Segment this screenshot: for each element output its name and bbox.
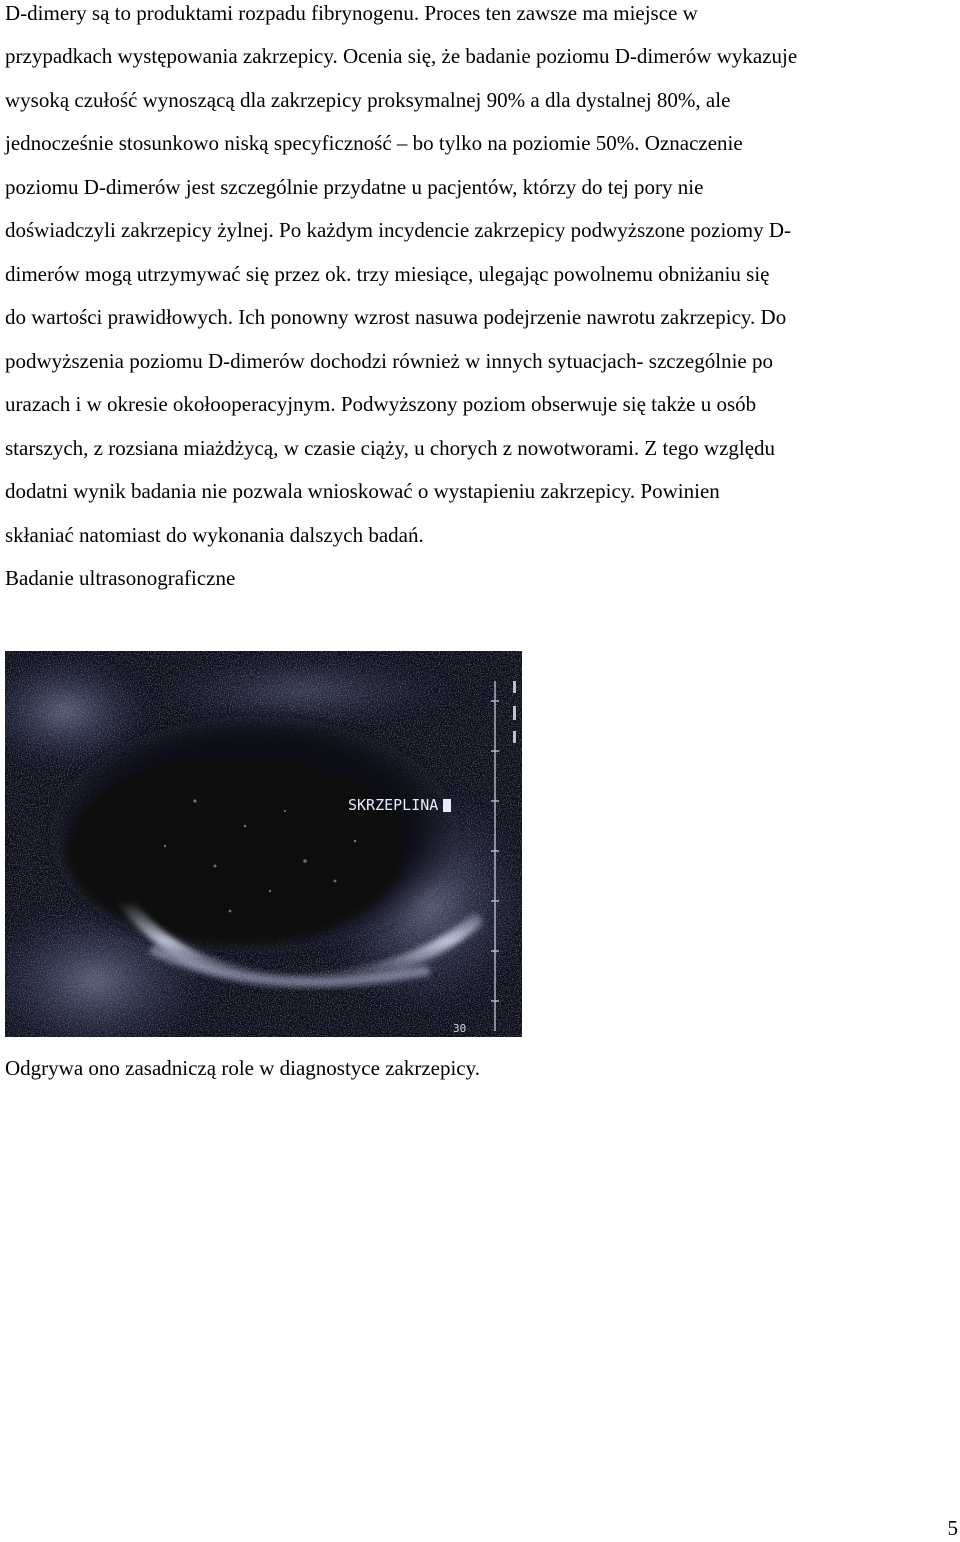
paragraph-line: poziomu D-dimerów jest szczególnie przydatne u pacjentów, którzy do tej pory nie bbox=[5, 175, 704, 199]
ultrasound-cursor-block bbox=[443, 799, 451, 812]
paragraph-line: starszych, z rozsiana miażdżycą, w czasie ciąży, u chorych z nowotworami. Z tego względu bbox=[5, 436, 776, 460]
paragraph-line: wysoką czułość wynoszącą dla zakrzepicy proksymalnej 90% a dla dystalnej 80%, ale bbox=[5, 88, 731, 112]
paragraph-line: dodatni wynik badania nie pozwala wnioskować o wystapieniu zakrzepicy. Powinien bbox=[5, 479, 720, 503]
page-number: 5 bbox=[947, 1516, 958, 1540]
paragraph-line: jednocześnie stosunkowo niską specyficzność – bo tylko na poziomie 50%. Oznaczenie bbox=[5, 131, 743, 155]
paragraph-line: urazach i w okresie okołooperacyjnym. Podwyższony poziom obserwuje się także u osób bbox=[5, 392, 757, 416]
image-caption: Odgrywa ono zasadniczą role w diagnostyce zakrzepicy. bbox=[5, 1056, 481, 1080]
paragraph-line: do wartości prawidłowych. Ich ponowny wzrost nasuwa podejrzenie nawrotu zakrzepicy. Do bbox=[5, 305, 787, 329]
paragraph-line: D-dimery są to produktami rozpadu fibrynogenu. Proces ten zawsze ma miejsce w bbox=[5, 1, 698, 25]
ultrasound-overlay-label: SKRZEPLINA bbox=[348, 796, 439, 814]
paragraph-line: podwyższenia poziomu D-dimerów dochodzi również w innych sytuacjach- szczególnie po bbox=[5, 349, 773, 373]
section-heading: Badanie ultrasonograficzne bbox=[5, 566, 236, 590]
ultrasound-corner-mark: 30 bbox=[453, 1022, 467, 1035]
paragraph-line: skłaniać natomiast do wykonania dalszych badań. bbox=[5, 523, 424, 547]
paragraph-line: doświadczyli zakrzepicy żylnej. Po każdym incydencie zakrzepicy podwyższone poziomy D- bbox=[5, 218, 792, 242]
paragraph-line: dimerów mogą utrzymywać się przez ok. trzy miesiące, ulegając powolnemu obniżaniu się bbox=[5, 262, 770, 286]
ultrasound-image bbox=[5, 651, 522, 1037]
paragraph-line: przypadkach występowania zakrzepicy. Ocenia się, że badanie poziomu D-dimerów wykazuje bbox=[5, 44, 798, 68]
